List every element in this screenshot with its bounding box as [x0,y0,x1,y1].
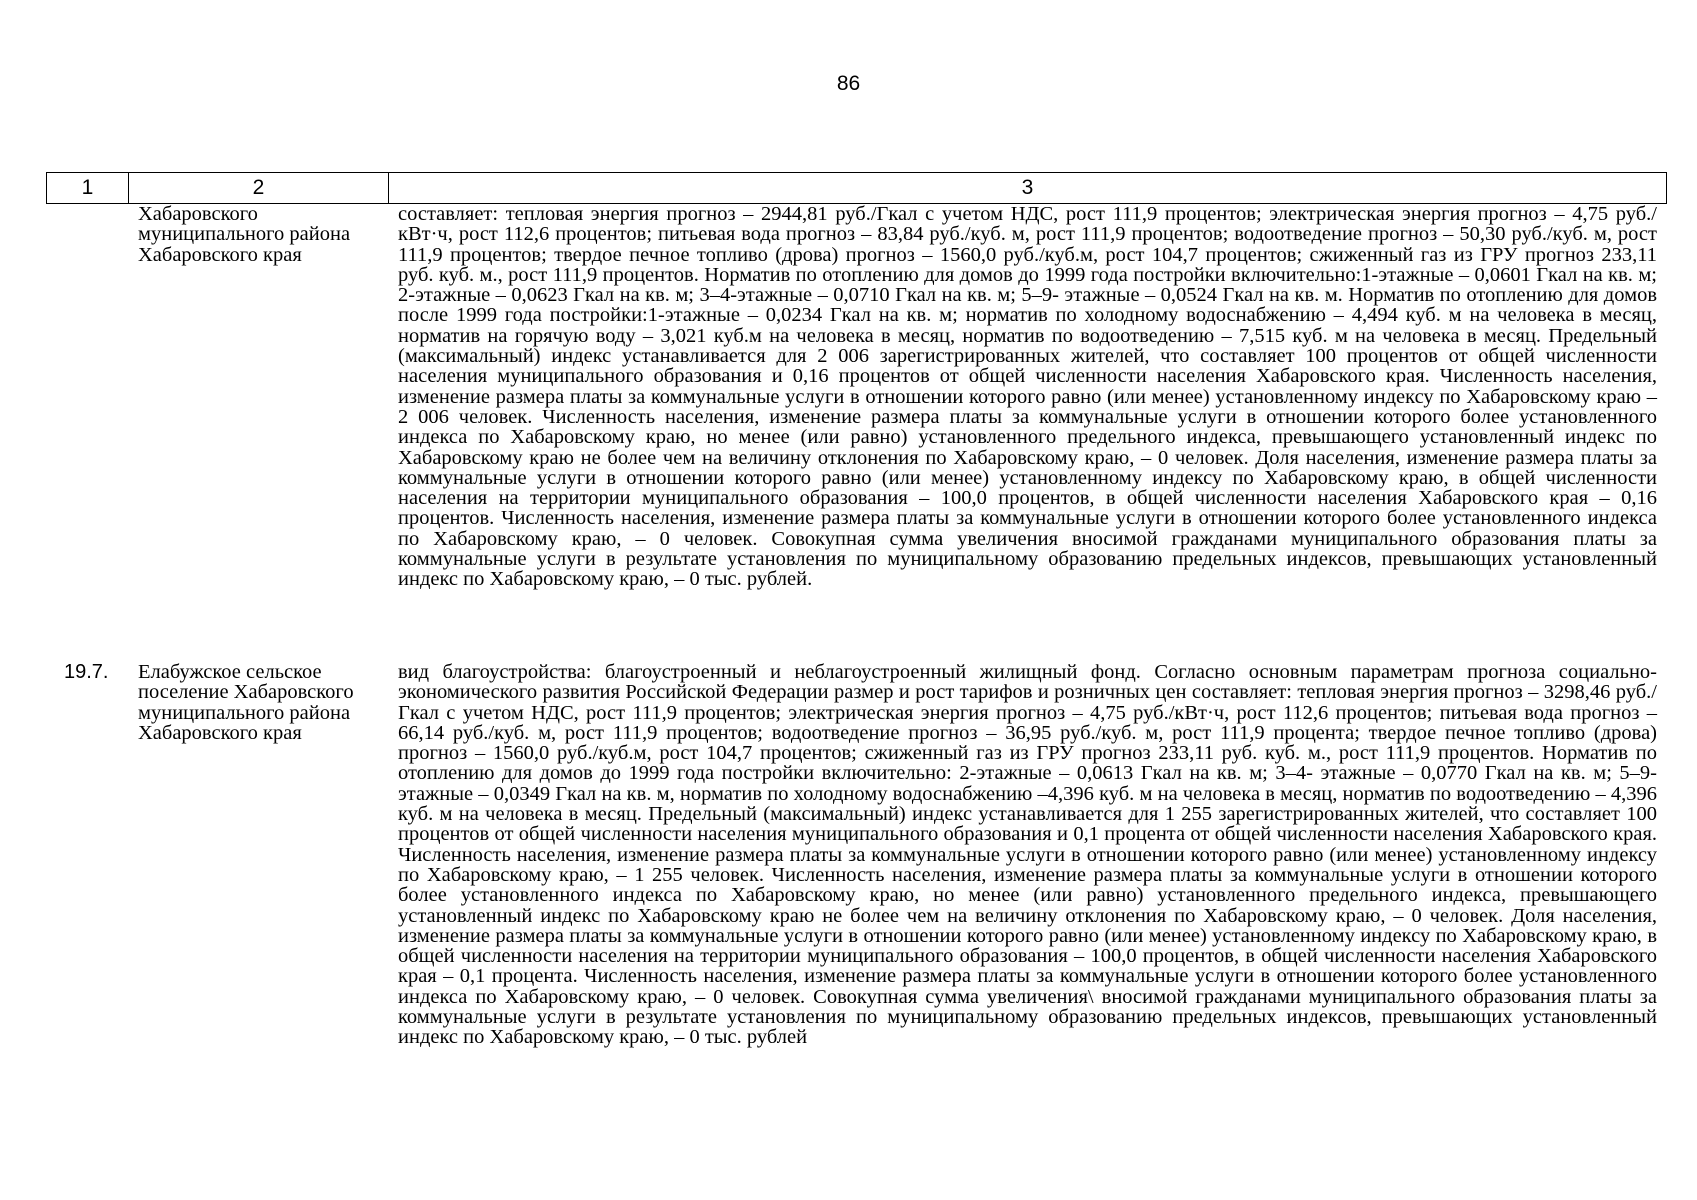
table-header-row [46,172,1667,204]
row-description: составляет: тепловая энергия прогноз – 2944,81 руб./Гкал с учетом НДС, рост 111,9 процентов; электрическая энергия прогноз – 4,75 руб./кВт·ч, рост 112,6 процентов; питьевая вода прогноз – 83,84 руб./куб. м, рост 111,9 процентов; водоотведение прогноз – 50,30 руб./куб. м, рост 111,9 процентов; твердое печное топливо (дрова) прогноз – 1560,0 руб./куб.м, рост 104,7 процентов; сжиженный газ из ГРУ прогноз 233,11 руб. куб. м., рост 111,9 процентов. Норматив по отоплению для домов до 1999 года постройки включительно:1-этажные – 0,0601 Гкал на кв. м; 2-этажные – 0,0623 Гкал на кв. м; 3–4-этажные – 0,0710 Гкал на кв. м; 5–9- этажные – 0,0524 Гкал на кв. м. Норматив по отоплению для домов после 1999 года постройки:1-этажные – 0,0234 Гкал на кв. м; норматив по холодному водоснабжению – 4,494 куб. м на человека в месяц, норматив на горячую воду – 3,021 куб.м на человека в месяц, норматив по водоотведению – 7,515 куб. м на человека в месяц. Предельный (максимальный) индекс устанавливается для 2 006 зарегистрированных жителей, что составляет 100 процентов от общей численности населения муниципального образования и 0,16 процентов от общей численности населения Хабаровского края. Численность населения, изменение размера платы за коммунальные услуги в отношении которого равно (или менее) установленному индексу по Хабаровскому краю – 2 006 человек. Численность населения, изменение размера платы за коммунальные услуги в отношении которого более установленного индекса по Хабаровскому краю, но менее (или равно) установленного предельного индекса, превышающего установленный индекс по Хабаровскому краю не более чем на величину отклонения по Хабаровскому краю, – 0 человек. Доля населения, изменение размера платы за коммунальные услуги в отношении которого равно (или менее) установленному индексу по Хабаровскому краю, в общей численности населения на территории муниципального образования – 100,0 процентов, в общей численности населения Хабаровского края – 0,16 процентов. Численность населения, изменение размера платы за коммунальные услуги в отношении которого более установленного индекса по Хабаровскому краю, – 0 человек. Совокупная сумма увеличения вносимой гражданами муниципального образования платы за коммунальные услуги в результате установления по муниципальному образованию предельных индексов, превышающих установленный индекс по Хабаровскому краю, – 0 тыс. рублей. [398,204,1657,591]
page-number: 86 [836,72,861,95]
table-row [46,662,1667,1182]
row-number [46,204,128,658]
column-header-3: 3 [1021,176,1034,199]
municipality-name: Хабаровского муниципального района Хабаровского края [138,204,351,266]
table-row [46,204,1667,658]
row-number: 19.7. [64,662,109,683]
municipality-name: Елабужское сельское поселение Хабаровского муниципального района Хабаровского края [138,662,354,744]
document-table [46,172,1667,1182]
row-description: вид благоустройства: благоустроенный и неблагоустроенный жилищный фонд. Согласно основным параметрам прогноза социально-экономического развития Российской Федерации размер и рост тарифов и розничных цен составляет: тепловая энергия прогноз – 3298,46 руб./Гкал с учетом НДС, рост 111,9 процентов; электрическая энергия прогноз – 4,75 руб./кВт·ч, рост 112,6 процентов; питьевая вода прогноз – 66,14 руб./куб. м, рост 111,9 процентов; водоотведение прогноз – 36,95 руб./куб. м, рост 111,9 процента; твердое печное топливо (дрова) прогноз – 1560,0 руб./куб.м, рост 104,7 процентов; сжиженный газ из ГРУ прогноз 233,11 руб. куб. м., рост 111,9 процентов. Норматив по отоплению для домов до 1999 года постройки включительно: 2-этажные – 0,0613 Гкал на кв. м; 3–4- этажные – 0,0770 Гкал на кв. м; 5–9- этажные – 0,0349 Гкал на кв. м, норматив по холодному водоснабжению –4,396 куб. м на человека в месяц, норматив по водоотведению – 4,396 куб. м на человека в месяц. Предельный (максимальный) индекс устанавливается для 1 255 зарегистрированных жителей, что составляет 100 процентов от общей численности населения муниципального образования и 0,1 процента от общей численности населения Хабаровского края. Численность населения, изменение размера платы за коммунальные услуги в отношении которого равно (или менее) установленному индексу по Хабаровскому краю, – 1 255 человек. Численность населения, изменение размера платы за коммунальные услуги в отношении которого более установленного индекса по Хабаровскому краю, но менее (или равно) установленного предельного индекса, превышающего установленный индекс по Хабаровскому краю не более чем на величину отклонения по Хабаровскому краю, – 0 человек. Доля населения, изменение размера платы за коммунальные услуги в отношении которого равно (или менее) установленному индексу по Хабаровскому краю, в общей численности населения на территории муниципального образования – 100,0 процентов, в общей численности населения Хабаровского края – 0,1 процента. Численность населения, изменение размера платы за коммунальные услуги в отношении которого более установленного индекса по Хабаровскому краю, – 0 человек. Совокупная сумма увеличения\ вносимой гражданами муниципального образования платы за коммунальные услуги в результате установления по муниципальному образованию предельных индексов, превышающих установленный индекс по Хабаровскому краю, – 0 тыс. рублей [398,662,1657,1049]
column-header-1: 1 [47,173,129,203]
column-header-2: 2 [129,173,389,203]
